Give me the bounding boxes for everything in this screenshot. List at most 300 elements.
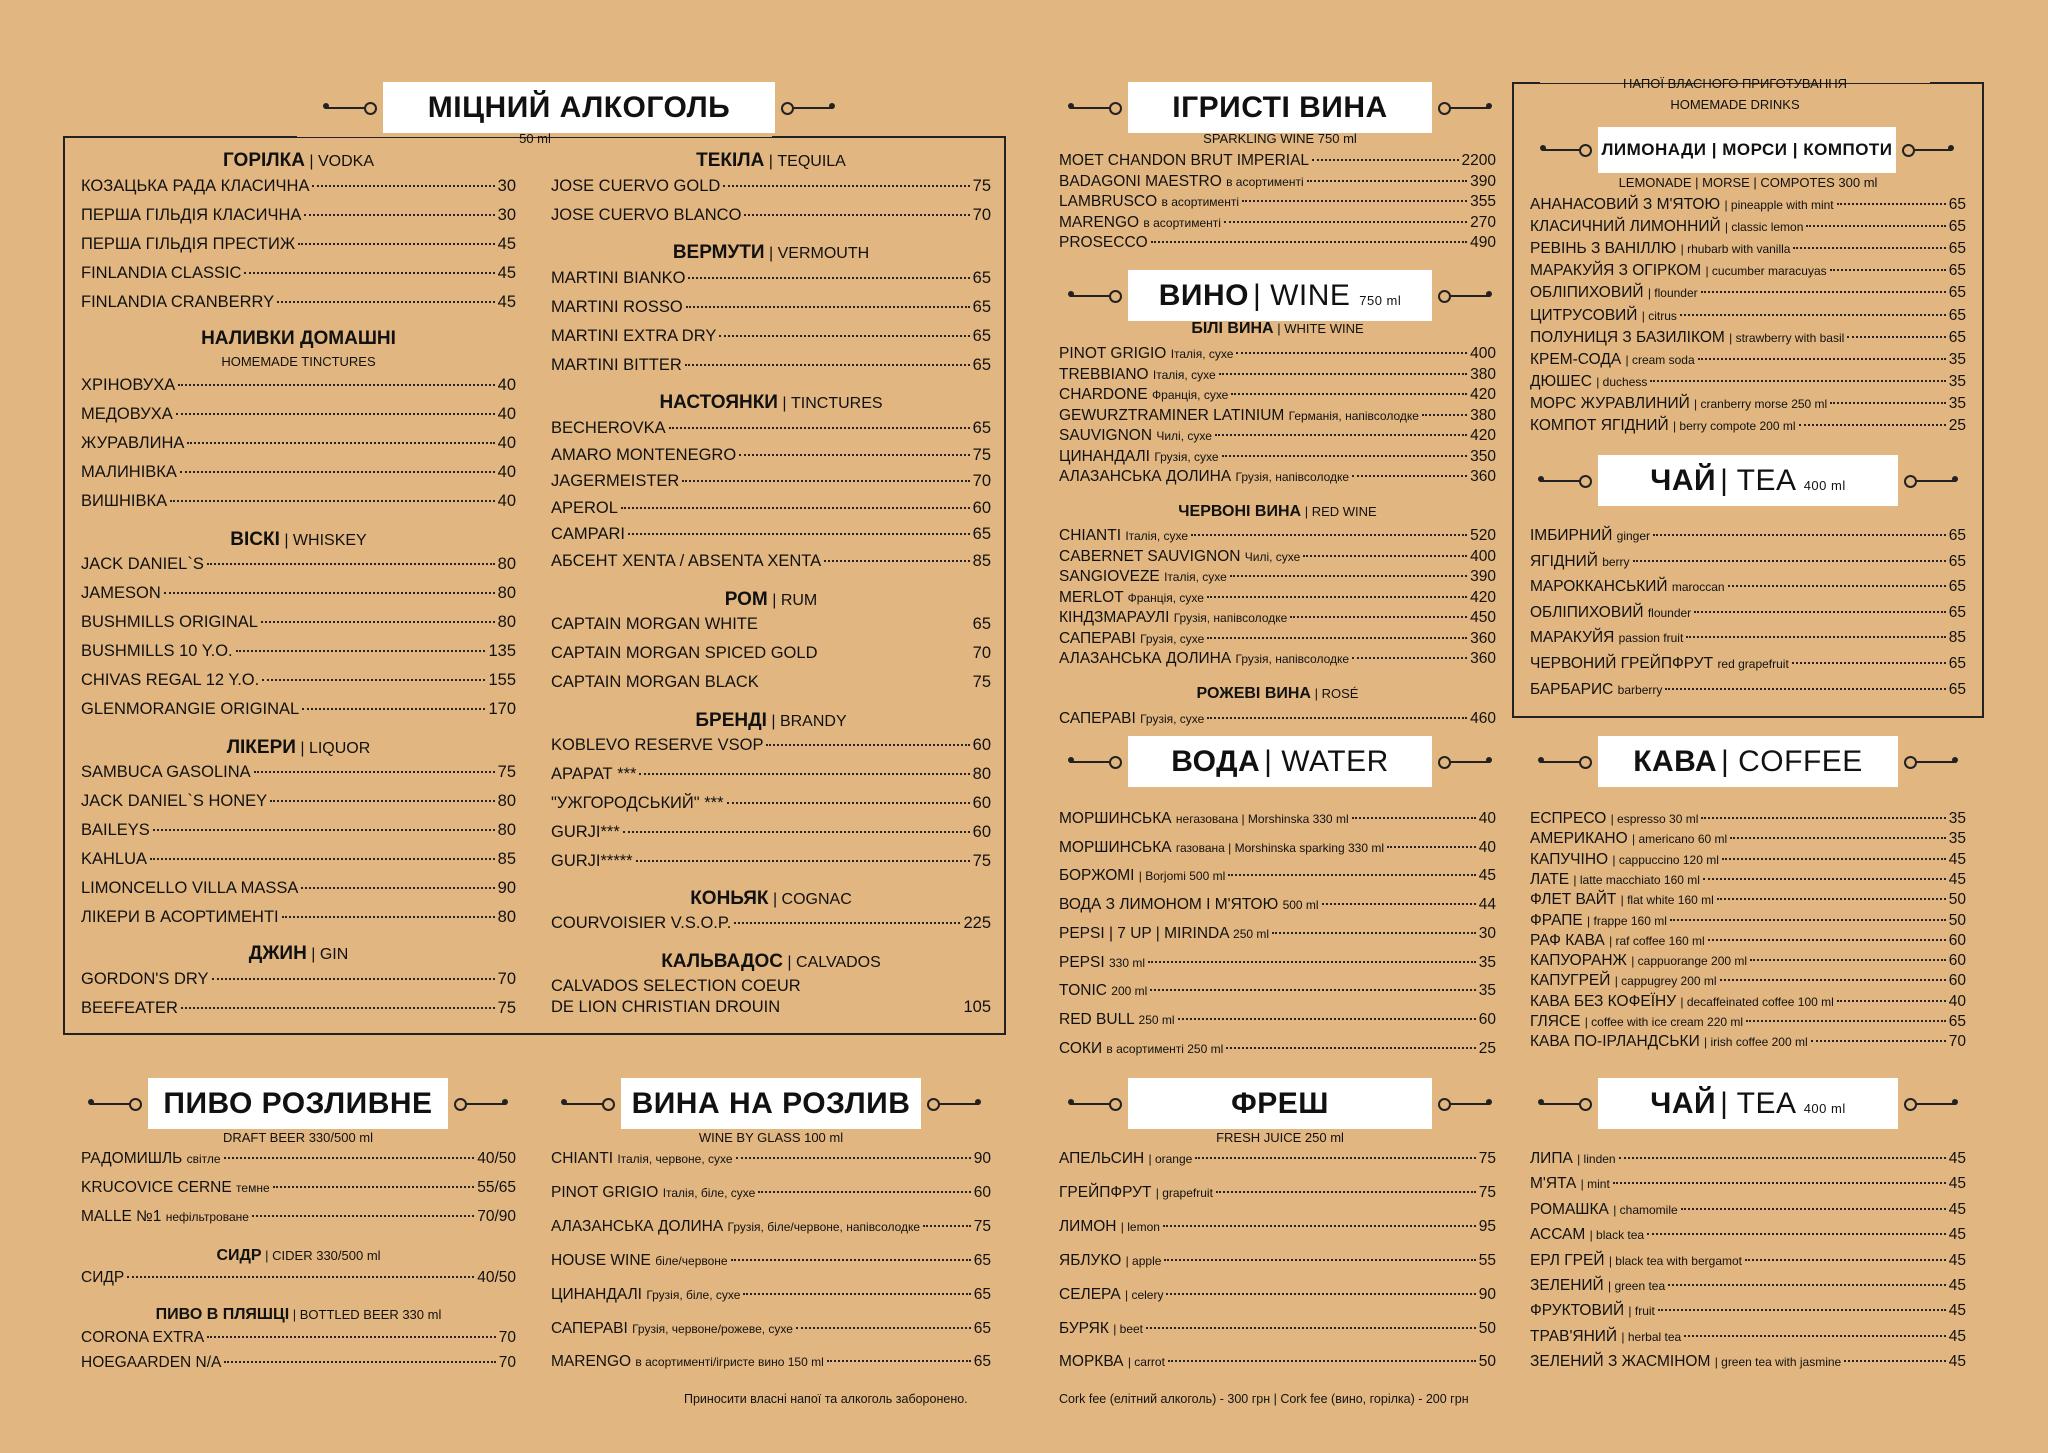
tea2-item <box>1530 1277 1966 1295</box>
liquor-item-price: 75 <box>497 763 516 781</box>
coffee-banner-sub: | COFFEE <box>1721 744 1863 778</box>
dot-leader <box>628 533 970 535</box>
lemonade-ornament-right <box>1904 149 1952 151</box>
brandy-item-name: GURJI***** <box>551 852 633 870</box>
coffee-item-name: КАПУЧІНО | cappuccino 120 ml <box>1530 850 1719 868</box>
calvados-line1: CALVADOS SELECTION COEUR <box>551 977 801 995</box>
sparkling-item <box>1059 173 1496 191</box>
fresh-item <box>1059 1252 1496 1270</box>
whiskey-item-price: 80 <box>497 613 516 631</box>
vodka-item-name: КОЗАЦЬКА РАДА КЛАСИЧНА <box>81 177 310 195</box>
vodka-item <box>81 293 516 312</box>
glass-wine-banner <box>621 1078 921 1129</box>
water-item-note: в асортименті 250 ml <box>1106 1041 1224 1056</box>
dot-leader <box>1806 225 1945 227</box>
brandy-item-price: 60 <box>972 794 991 812</box>
homemade-tinctures-item-name: МАЛИНІВКА <box>81 463 177 481</box>
dot-leader <box>1653 534 1946 536</box>
water-item-name: БОРЖОМІ | Borjomi 500 ml <box>1059 867 1226 885</box>
homemade-item <box>1530 218 1966 236</box>
homemade-item-name: РЕВІНЬ З ВАНІЛЛЮ | rhubarb with vanilla <box>1530 240 1791 258</box>
rose-wine-item <box>1059 710 1496 728</box>
coffee-item-name: ФРАПЕ | frappe 160 ml <box>1530 911 1667 929</box>
red-wine-item <box>1059 548 1496 566</box>
dot-leader <box>1322 903 1476 905</box>
tea2-item <box>1530 1302 1966 1320</box>
nastoyanky-item-price: 65 <box>972 525 991 543</box>
fresh-item <box>1059 1286 1496 1304</box>
homemade-item-note: | duchess <box>1596 374 1648 389</box>
dot-leader <box>301 887 494 889</box>
liquor-item <box>81 792 516 811</box>
brandy-item-price: 60 <box>972 823 991 841</box>
coffee-item <box>1530 1013 1966 1031</box>
draft-beer-item-note: нефільтроване <box>165 1210 249 1224</box>
coffee-item-price: 40 <box>1948 992 1966 1010</box>
gin-item-price: 70 <box>497 970 516 988</box>
sparkling-item-name: MOET CHANDON BRUT IMPERIAL <box>1059 152 1310 169</box>
sparkling-banner-ornament-right <box>1440 107 1490 109</box>
tea2-item-price: 45 <box>1948 1226 1966 1244</box>
homemade-tinctures-item <box>81 492 516 511</box>
tea1-item-price: 65 <box>1948 680 1966 698</box>
homemade-item-price: 35 <box>1948 372 1966 390</box>
sparkling-item-price: 390 <box>1470 172 1496 190</box>
coffee-item-name: АМЕРИКАНО | americano 60 ml <box>1530 830 1728 848</box>
coffee-item-name: РАФ КАВА | raf coffee 160 ml <box>1530 931 1705 949</box>
rose-wine-item-name: САПЕРАВІ Грузія, сухе <box>1059 710 1205 727</box>
red-wine-item-name: MERLOT Франція, сухе <box>1059 588 1204 606</box>
tea1-item-note: barberry <box>1617 682 1663 697</box>
homemade-item <box>1530 196 1966 214</box>
glass-wine-item <box>551 1252 991 1270</box>
sparkling-item-name: LAMBRUSCO в асортименті <box>1059 193 1240 210</box>
homemade-item-name: МАРАКУЙЯ З ОГІРКОМ | cucumber maracuyas <box>1530 262 1827 280</box>
glass-wine-item <box>551 1150 991 1168</box>
nastoyanky-item <box>551 525 991 544</box>
fresh-banner-ornament-right <box>1440 1103 1490 1105</box>
fresh-item-name: ЛИМОН | lemon <box>1059 1217 1160 1235</box>
water-item-note: газована | Morshinska sparking 330 ml <box>1175 840 1384 855</box>
dot-leader <box>1665 688 1945 690</box>
vodka-item <box>81 177 516 196</box>
water-item-price: 60 <box>1478 1010 1496 1028</box>
nastoyanky-item <box>551 499 991 518</box>
white-wine-item-note: Грузія, напівсолодке <box>1235 470 1350 484</box>
dot-leader <box>1717 898 1946 900</box>
homemade-item <box>1530 307 1966 325</box>
gin-heading <box>81 943 516 965</box>
dot-leader <box>1847 336 1945 338</box>
dot-leader <box>1215 434 1467 436</box>
no-outside-drinks-note: Приносити власні напої та алкоголь заборонено. <box>684 1392 968 1406</box>
dot-leader <box>180 471 495 473</box>
dot-leader <box>1231 393 1467 395</box>
fresh-item-price: 90 <box>1478 1285 1496 1303</box>
dot-leader <box>1303 555 1467 557</box>
tea2-item-name: РОМАШКА | chamomile <box>1530 1200 1678 1218</box>
fresh-item-price: 50 <box>1478 1353 1496 1371</box>
glass-wine-item-note: в асортименті/ігристе вино 150 ml <box>635 1355 824 1370</box>
tea2-item-note: | green tea with jasmine <box>1714 1355 1842 1370</box>
brandy-item <box>551 794 991 813</box>
dot-leader <box>1680 314 1946 316</box>
tea1-item-note: ginger <box>1616 529 1651 543</box>
water-item <box>1059 925 1496 943</box>
water-item-price: 40 <box>1478 810 1496 827</box>
white-wine-item <box>1059 468 1496 486</box>
dot-leader <box>178 384 494 386</box>
water-item-note: 200 ml <box>1111 984 1148 999</box>
dot-leader <box>1681 1208 1946 1210</box>
dot-leader <box>127 1276 474 1278</box>
homemade-item <box>1530 351 1966 369</box>
tequila-heading-title: ТЕКІЛА <box>696 150 765 171</box>
tea2-item-note: | green tea <box>1608 1279 1666 1293</box>
red-wine-item <box>1059 650 1496 668</box>
white-wine-item-note: Італія, сухе <box>1152 367 1216 382</box>
water-item-note: 500 ml <box>1282 898 1319 913</box>
dot-leader <box>207 1336 496 1338</box>
fresh-item <box>1059 1218 1496 1236</box>
liquor-item-price: 80 <box>497 908 516 926</box>
draft-beer-item-name: РАДОМИШЛЬ світле <box>81 1150 221 1167</box>
tea1-item-note: berry <box>1602 554 1630 569</box>
tea-banner-1-ornament-right <box>1906 480 1956 482</box>
fresh-item-price: 75 <box>1478 1183 1496 1201</box>
vermouth-item-price: 65 <box>972 298 991 316</box>
wine-banner-ornament-left <box>1070 295 1120 297</box>
homemade-item-name: ПОЛУНИЦЯ З БАЗИЛІКОМ | strawberry with basil <box>1530 328 1845 346</box>
homemade-item-name: АНАНАСОВИЙ З М'ЯТОЮ | pineapple with mint <box>1530 196 1834 213</box>
coffee-item-note: | espresso 30 ml <box>1610 812 1699 826</box>
bottled-beer-item-name: HOEGAARDEN N/A <box>81 1353 222 1371</box>
homemade-item-price: 25 <box>1948 417 1966 434</box>
fresh-item-note: | grapefruit <box>1155 1185 1213 1200</box>
dot-leader <box>727 802 970 804</box>
fresh-item <box>1059 1150 1496 1168</box>
cognac-item-price: 225 <box>963 914 991 932</box>
glass-wine-item-price: 60 <box>973 1183 991 1201</box>
vermouth-heading-en: | VERMOUTH <box>764 245 870 262</box>
tea2-item-note: | black tea with bergamot <box>1608 1253 1742 1268</box>
white-wine-item <box>1059 366 1496 384</box>
nastoyanky-item <box>551 419 991 438</box>
calvados-heading-title: КАЛЬВАДОС <box>661 951 783 972</box>
fresh-item-name: ЯБЛУКО | apple <box>1059 1251 1162 1269</box>
homemade-item-note: | pineapple with mint <box>1724 198 1834 212</box>
water-item-name: PEPSI | 7 UP | MIRINDA 250 ml <box>1059 924 1270 942</box>
whiskey-item-name: GLENMORANGIE ORIGINAL <box>81 700 300 718</box>
homemade-tinctures-item <box>81 405 516 424</box>
dot-leader <box>796 1327 971 1329</box>
nastoyanky-heading-title: НАСТОЯНКИ <box>659 392 778 413</box>
coffee-item <box>1530 972 1966 990</box>
tea-banner-2-title: ЧАЙ <box>1650 1086 1717 1120</box>
glass-wine-item <box>551 1218 991 1236</box>
sparkling-item <box>1059 152 1496 170</box>
whiskey-item <box>81 642 516 661</box>
wine-banner-ornament-right <box>1440 295 1490 297</box>
tinctures-sub: HOMEMADE TINCTURES <box>221 354 376 369</box>
tea1-item-name: ОБЛІПИХОВИЙ flounder <box>1530 603 1692 621</box>
dot-leader <box>164 592 495 594</box>
homemade-tinctures-item <box>81 463 516 482</box>
homemade-item-name: КОМПОТ ЯГІДНИЙ | berry compote 200 ml <box>1530 417 1796 434</box>
cognac-item <box>551 914 991 933</box>
tea1-item-name: ЯГІДНИЙ berry <box>1530 552 1630 570</box>
dot-leader <box>734 922 960 924</box>
tea2-item-name: ЗЕЛЕНИЙ | green tea <box>1530 1277 1666 1294</box>
bottled-beer-item-price: 70 <box>498 1329 516 1346</box>
vodka-item-name: ПЕРША ГІЛЬДІЯ ПРЕСТИЖ <box>81 235 296 253</box>
brandy-item-price: 80 <box>972 765 991 783</box>
tea-banner-2-ornament-right <box>1906 1103 1956 1105</box>
dot-leader <box>1722 858 1946 860</box>
water-item-price: 35 <box>1478 982 1496 1000</box>
liquor-item-name: ЛІКЕРИ В АСОРТИМЕНТІ <box>81 908 279 926</box>
dot-leader <box>262 679 485 681</box>
tea1-item <box>1530 527 1966 545</box>
vermouth-item <box>551 269 991 288</box>
tea1-item <box>1530 655 1966 673</box>
white-wine-item-price: 420 <box>1470 386 1496 403</box>
red-wine-item-note: Франція, сухе <box>1127 590 1204 605</box>
water-item-name: МОРШИНСЬКА газована | Morshinska sparking 330 ml <box>1059 838 1384 856</box>
whiskey-item-price: 80 <box>497 555 516 573</box>
brandy-item-price: 75 <box>972 852 991 870</box>
red-wine-item <box>1059 568 1496 586</box>
white-wine-item-name: АЛАЗАНСЬКА ДОЛИНА Грузія, напівсолодке <box>1059 468 1350 485</box>
dot-leader <box>1633 560 1946 562</box>
red-wine-item-name: АЛАЗАНСЬКА ДОЛИНА Грузія, напівсолодке <box>1059 650 1350 667</box>
dot-leader <box>1668 1284 1946 1286</box>
dot-leader <box>1178 1018 1476 1020</box>
strong-alcohol-banner-ornament-right <box>783 107 833 109</box>
dot-leader <box>1242 200 1467 202</box>
fresh-item-name: АПЕЛЬСИН | orange <box>1059 1150 1193 1167</box>
fresh-item-price: 50 <box>1478 1319 1496 1337</box>
red-wine-heading-en: | RED WINE <box>1301 504 1377 519</box>
water-item <box>1059 839 1496 857</box>
gin-heading-en: | GIN <box>306 946 349 963</box>
white-wine-item-note: Франція, сухе <box>1152 388 1229 402</box>
liquor-item-name: BAILEYS <box>81 821 150 839</box>
dot-leader <box>312 185 494 187</box>
water-item-price: 45 <box>1478 867 1496 885</box>
nastoyanky-item-name: АБСЕНТ XENTA / ABSENTA XENTA <box>551 551 822 570</box>
water-item-name: TONIC 200 ml <box>1059 982 1148 1000</box>
calvados-item-price: 105 <box>963 998 991 1016</box>
homemade-item-note: | classic lemon <box>1724 220 1804 235</box>
dot-leader <box>1219 373 1467 375</box>
white-wine-heading-title: БІЛІ ВИНА <box>1191 320 1274 337</box>
bottled-beer-item-price: 70 <box>498 1353 516 1371</box>
dot-leader <box>1792 662 1946 664</box>
glass-wine-item-note: Італія, червоне, сухе <box>617 1152 733 1166</box>
dot-leader <box>1701 817 1945 819</box>
gin-item <box>81 999 516 1018</box>
glass-wine-item-note: Грузія, червоне/рожеве, сухе <box>632 1321 793 1336</box>
sparkling-item-price: 355 <box>1470 193 1496 210</box>
white-wine-item-note: Чилі, сухе <box>1156 429 1212 443</box>
dot-leader <box>1207 637 1467 639</box>
tea2-item-price: 45 <box>1948 1200 1966 1218</box>
tea2-item-price: 45 <box>1948 1327 1966 1345</box>
glass-wine-volume: WINE BY GLASS 100 ml <box>698 1130 844 1145</box>
tea1-item <box>1530 553 1966 571</box>
cider-heading <box>81 1247 516 1265</box>
homemade-title-en: HOMEMADE DRINKS <box>1670 97 1800 112</box>
coffee-item <box>1530 912 1966 930</box>
rum-item-name: CAPTAIN MORGAN WHITE <box>551 615 758 633</box>
whiskey-item <box>81 584 516 603</box>
coffee-item-price: 45 <box>1948 870 1966 888</box>
gin-item-name: BEEFEATER <box>81 999 178 1017</box>
dot-leader <box>1811 1040 1946 1042</box>
dot-leader <box>723 185 969 187</box>
homemade-item-name: КРЕМ-СОДА | cream soda <box>1530 350 1695 368</box>
lemonade-title: ЛИМОНАДИ | МОРСИ | КОМПОТИ <box>1601 140 1893 159</box>
red-wine-item <box>1059 609 1496 627</box>
brandy-item-price: 60 <box>972 736 991 754</box>
dot-leader <box>636 860 970 862</box>
brandy-item <box>551 736 991 755</box>
white-wine-item <box>1059 427 1496 445</box>
dot-leader <box>1698 358 1946 360</box>
dot-leader <box>688 277 969 279</box>
red-wine-item-note: Грузія, сухе <box>1140 631 1205 646</box>
glass-wine-item <box>551 1286 991 1304</box>
homemade-tinctures-item-name: ХРІНОВУХА <box>81 376 176 394</box>
glass-wine-item-price: 65 <box>973 1353 991 1371</box>
red-wine-item <box>1059 589 1496 607</box>
rum-heading-en: | RUM <box>767 592 818 609</box>
water-banner-ornament-left <box>1070 761 1120 763</box>
tea1-item-price: 65 <box>1948 578 1966 596</box>
white-wine-item-price: 420 <box>1470 427 1496 444</box>
tea1-item-note: red grapefruit <box>1717 657 1789 671</box>
glass-wine-banner-ornament-right <box>929 1103 979 1105</box>
vodka-item-price: 45 <box>497 235 516 253</box>
white-wine-item <box>1059 448 1496 466</box>
water-item <box>1059 896 1496 914</box>
lemonade-ornament-left <box>1542 149 1590 151</box>
white-wine-heading-en: | WHITE WINE <box>1273 321 1364 336</box>
coffee-item <box>1530 810 1966 828</box>
wine-banner-title: ВИНО <box>1158 278 1249 312</box>
coffee-item-price: 60 <box>1948 972 1966 990</box>
tea-banner-2-ornament-left <box>1540 1103 1590 1105</box>
white-wine-item <box>1059 407 1496 425</box>
white-wine-item-name: ЦИНАНДАЛІ Грузія, сухе <box>1059 447 1219 465</box>
dot-leader <box>1844 1360 1946 1362</box>
water-item-name: PEPSI 330 ml <box>1059 953 1146 971</box>
fresh-item <box>1059 1320 1496 1338</box>
nastoyanky-item-name: APEROL <box>551 498 618 517</box>
draft-beer-item-note: світле <box>186 1152 221 1166</box>
dot-leader <box>1619 1157 1946 1159</box>
fresh-item-name: МОРКВА | carrot <box>1059 1353 1165 1371</box>
homemade-item-name: ДЮШЕС | duchess <box>1530 372 1648 390</box>
whiskey-item-name: BUSHMILLS 10 Y.O. <box>81 642 233 660</box>
whiskey-item-name: CHIVAS REGAL 12 Y.O. <box>81 671 260 689</box>
homemade-tinctures-item <box>81 434 516 453</box>
red-wine-item-name: САПЕРАВІ Грузія, сухе <box>1059 629 1205 647</box>
whiskey-item-price: 80 <box>497 584 516 602</box>
dot-leader <box>254 771 495 773</box>
dot-leader <box>1163 1225 1476 1227</box>
homemade-item-note: | cucumber maracuyas <box>1705 264 1827 279</box>
dot-leader <box>150 858 495 860</box>
coffee-item-name: КАПУГРЕЙ | cappugrey 200 ml <box>1530 972 1717 990</box>
dot-leader <box>1307 180 1468 182</box>
whiskey-item <box>81 700 516 719</box>
dot-leader <box>1148 961 1476 963</box>
tea2-item-name: М'ЯТА | mint <box>1530 1175 1610 1193</box>
tea2-item <box>1530 1150 1966 1168</box>
fresh-item-note: | apple <box>1125 1253 1162 1268</box>
liquor-heading <box>81 737 516 759</box>
cider-item-price: 40/50 <box>477 1269 516 1286</box>
cider-item <box>81 1269 516 1287</box>
red-wine-item-note: Грузія, напівсолодке <box>1235 652 1350 666</box>
liquor-item-price: 80 <box>497 792 516 810</box>
red-wine-item-name: CABERNET SAUVIGNON Чилі, сухе <box>1059 547 1301 565</box>
bottled-beer-heading-en: | BOTTLED BEER 330 ml <box>289 1307 442 1322</box>
dot-leader <box>1650 380 1945 382</box>
red-wine-item-price: 400 <box>1470 547 1496 565</box>
nastoyanky-item <box>551 552 991 571</box>
calvados-item <box>551 998 991 1017</box>
rose-wine-heading-en: | ROSÉ <box>1310 686 1359 701</box>
homemade-item-note: | flounder <box>1647 286 1698 301</box>
tequila-item <box>551 206 991 225</box>
coffee-item-note: | flat white 160 ml <box>1620 893 1714 908</box>
dot-leader <box>1195 1157 1475 1159</box>
dot-leader <box>1745 1259 1946 1261</box>
tea1-item-name: БАРБАРИС barberry <box>1530 680 1663 698</box>
tea1-item-name: ЧЕРВОНИЙ ГРЕЙПФРУТ red grapefruit <box>1530 655 1789 672</box>
coffee-banner <box>1598 736 1898 787</box>
coffee-item-price: 45 <box>1948 850 1966 868</box>
rum-item <box>551 615 991 634</box>
sparkling-item-name: PROSECCO <box>1059 234 1148 251</box>
dot-leader <box>1150 989 1475 991</box>
water-item-note: 250 ml <box>1233 926 1270 941</box>
fresh-item-price: 75 <box>1478 1150 1496 1167</box>
vodka-item-name: ПЕРША ГІЛЬДІЯ КЛАСИЧНА <box>81 206 302 224</box>
homemade-item-price: 65 <box>1948 328 1966 346</box>
whiskey-item <box>81 555 516 574</box>
gin-item <box>81 970 516 989</box>
tea-banner-1 <box>1598 455 1898 506</box>
dot-leader <box>1837 203 1946 205</box>
sparkling-item-note: в асортименті <box>1161 195 1240 209</box>
dot-leader <box>639 773 969 775</box>
whiskey-item-name: BUSHMILLS ORIGINAL <box>81 613 258 631</box>
sparkling-item-note: в асортименті <box>1226 174 1304 189</box>
beer-banner-ornament-left <box>90 1103 140 1105</box>
vodka-item-price: 30 <box>497 206 516 224</box>
vermouth-heading-title: ВЕРМУТИ <box>672 242 765 263</box>
dot-leader <box>1830 269 1946 271</box>
cognac-heading-title: КОНЬЯК <box>690 888 769 909</box>
tea2-item-note: | fruit <box>1628 1304 1655 1319</box>
tea2-item-price: 45 <box>1948 1175 1966 1193</box>
tequila-item <box>551 177 991 196</box>
fresh-banner-title: ФРЕШ <box>1231 1086 1329 1120</box>
